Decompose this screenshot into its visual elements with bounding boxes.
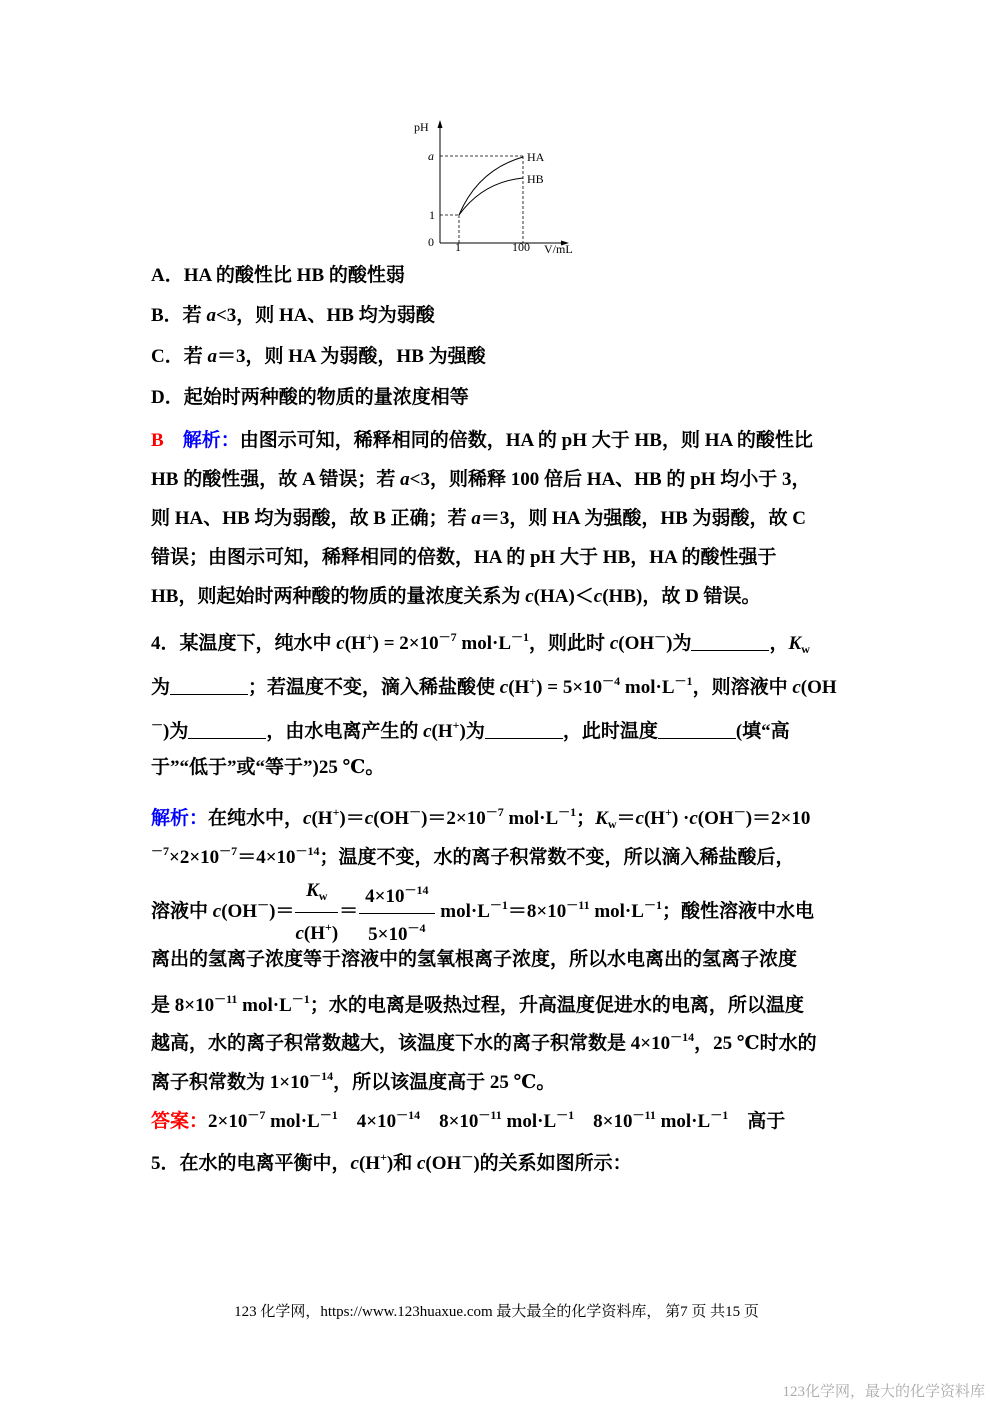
text-segment: 答案： <box>151 1111 209 1132</box>
text-line <box>151 1103 785 1134</box>
text-segment: c <box>416 1153 426 1174</box>
answer-blank <box>188 720 266 739</box>
text-segment: a <box>206 305 216 326</box>
text-segment: + <box>380 1150 387 1164</box>
text-segment: + <box>332 805 340 819</box>
text-segment: 4×10 <box>337 1111 397 1132</box>
text-segment: c <box>336 633 345 654</box>
text-segment: －4 <box>602 674 621 688</box>
text-segment: + <box>365 630 373 644</box>
text: w <box>318 889 328 903</box>
text-segment: ， <box>769 633 789 654</box>
text-segment: a <box>471 508 481 529</box>
text: ；酸性溶液中水电 <box>661 900 814 922</box>
text-segment: mol·L <box>501 1111 557 1132</box>
text-line <box>151 839 795 870</box>
text: c <box>212 900 222 922</box>
ph-dilution-chart <box>408 115 588 260</box>
text-segment: c <box>350 1153 359 1174</box>
text-line <box>151 948 797 972</box>
text-segment: c <box>423 721 432 742</box>
text-segment: 8×10 <box>574 1111 633 1132</box>
text-segment: －7 <box>151 844 170 858</box>
series-ha-curve <box>459 157 523 215</box>
text: －1 <box>643 897 662 912</box>
text: (H <box>303 923 325 944</box>
text-segment: )和 <box>386 1153 417 1174</box>
text: mol·L <box>435 900 490 922</box>
text-segment: －11 <box>632 1108 656 1122</box>
text-segment: (HB)，故 D 错误。 <box>602 586 761 607</box>
text: 5×10 <box>368 924 408 945</box>
text-segment: 在纯水中， <box>208 808 304 829</box>
text-line <box>151 800 810 836</box>
text-segment: mol·L <box>456 633 512 654</box>
text-segment: c <box>689 808 698 829</box>
text: － <box>257 897 270 912</box>
text-segment: (填“高 <box>735 721 790 742</box>
text-line <box>151 756 384 780</box>
fraction-line <box>151 878 814 947</box>
answer-blank <box>485 720 563 739</box>
text: －14 <box>404 883 429 897</box>
text-segment: ＝ <box>616 808 636 829</box>
text-segment: － <box>654 630 667 644</box>
text-segment: ，25 ℃时水的 <box>694 1033 817 1054</box>
text-segment: mol·L <box>237 995 292 1016</box>
text-segment: － <box>461 1150 474 1164</box>
x-tick-1: 1 <box>455 240 461 254</box>
text-segment: ) = 2×10 <box>372 633 439 654</box>
text-segment: a <box>400 469 410 490</box>
origin-label: 0 <box>428 235 434 249</box>
text-segment: c <box>593 586 603 607</box>
text-segment: c <box>525 586 534 607</box>
text-segment: (OH <box>618 633 655 654</box>
text-segment: －7 <box>485 805 504 819</box>
text-segment: ，由水电离产生的 <box>266 721 424 742</box>
text-segment: － <box>409 805 422 819</box>
text-segment: －14 <box>670 1030 695 1044</box>
text-line <box>151 345 486 369</box>
text: ) <box>331 923 339 944</box>
text-segment: A．HA 的酸性比 HB 的酸性弱 <box>151 265 405 286</box>
text-line <box>151 1064 555 1095</box>
text-segment: ) · <box>671 808 690 829</box>
text-segment: c <box>609 633 619 654</box>
text: K <box>306 880 319 901</box>
text-segment: ； <box>576 808 596 829</box>
text-segment: ，则溶液中 <box>692 677 793 698</box>
text-segment: －1 <box>319 1108 338 1122</box>
text-segment: ×2×10 <box>169 847 220 868</box>
text-segment: 8×10 <box>420 1111 479 1132</box>
text-segment: ＝4×10 <box>237 847 296 868</box>
text-segment: 则 HA、HB 均为弱酸，故 B 正确；若 <box>151 508 472 529</box>
text: ＝8×10 <box>507 900 567 922</box>
y-axis-arrow <box>438 120 443 128</box>
text-segment: －1 <box>511 630 530 644</box>
x-axis-label: V/mL <box>544 242 573 256</box>
text-segment: (H <box>358 1153 381 1174</box>
fraction-values <box>359 878 434 947</box>
text-segment: －14 <box>295 844 320 858</box>
text-segment: HB 的酸性强，故 A 错误；若 <box>151 469 401 490</box>
page-footer: 123 化学网，https://www.123huaxue.com 最大最全的化学资料库， 第7 页 共15 页 <box>234 1304 759 1320</box>
text-segment: )为 <box>666 633 692 654</box>
text-segment: －7 <box>219 844 238 858</box>
text-segment: B <box>151 430 164 451</box>
text-segment: －1 <box>556 1108 575 1122</box>
text-segment: 4．某温度下，纯水中 <box>151 633 337 654</box>
text-segment: 解析： <box>151 808 209 829</box>
text-segment: (H <box>508 677 530 698</box>
text-line <box>151 713 790 744</box>
text-segment: )为 <box>459 721 485 742</box>
text-segment: B．若 <box>151 305 207 326</box>
text-segment: －11 <box>214 992 238 1006</box>
text-line <box>151 585 761 609</box>
text-segment: 由图示可知，稀释相同的倍数，HA 的 pH 大于 HB，则 HA 的酸性比 <box>239 430 813 451</box>
text-line <box>151 1025 817 1056</box>
text-segment: C．若 <box>151 346 208 367</box>
text-segment: (H <box>643 808 666 829</box>
text-segment: D．起始时两种酸的物质的量浓度相等 <box>151 387 469 408</box>
text: －1 <box>489 897 508 912</box>
text-segment: －11 <box>478 1108 502 1122</box>
text-segment: c <box>635 808 644 829</box>
text: (OH <box>221 900 258 922</box>
y-tick-1: 1 <box>429 208 435 222</box>
text-segment: (H <box>431 721 453 742</box>
text-line <box>151 507 806 531</box>
text-segment: －14 <box>309 1069 334 1083</box>
text-segment: c <box>303 808 312 829</box>
text-segment: HB，则起始时两种酸的物质的量浓度关系为 <box>151 586 526 607</box>
text-line <box>151 625 810 661</box>
text-segment: c <box>364 808 374 829</box>
text: c <box>295 923 304 944</box>
text-segment: 解析： <box>163 430 240 451</box>
answer-blank <box>170 676 248 695</box>
text-segment: 是 8×10 <box>151 995 215 1016</box>
text-segment: mol·L <box>265 1111 320 1132</box>
text-segment: )＝ <box>339 808 365 829</box>
text-segment: 5．在水的电离平衡中， <box>151 1153 351 1174</box>
text-segment: ) = 5×10 <box>536 677 603 698</box>
text-segment: mol·L <box>503 808 559 829</box>
text-segment: － <box>733 805 746 819</box>
text-segment: 2×10 <box>208 1111 248 1132</box>
text-line <box>151 304 435 328</box>
text-segment: 于”“低于”或“等于”)25 ℃。 <box>151 757 385 778</box>
text-segment: (H <box>344 633 366 654</box>
text-segment: c <box>792 677 801 698</box>
legend-hb: HB <box>527 172 544 186</box>
answer-blank <box>658 720 736 739</box>
watermark: 123化学网，最大的化学资料库 <box>782 1384 985 1400</box>
text-segment: ＝3，则 HA 为强酸，HB 为弱酸，故 C <box>480 508 807 529</box>
text-segment: )＝2×10 <box>421 808 486 829</box>
text-segment: － <box>151 718 164 732</box>
text: ＝ <box>339 900 359 922</box>
text-line <box>151 669 837 700</box>
x-tick-100: 100 <box>512 240 530 254</box>
text-line <box>151 429 813 453</box>
y-axis-label: pH <box>414 120 429 134</box>
text-segment: )＝2×10 <box>745 808 811 829</box>
text-segment: －1 <box>710 1108 729 1122</box>
text: + <box>324 920 332 934</box>
text-segment: －1 <box>558 805 577 819</box>
text-segment: + <box>529 674 537 688</box>
text-segment: <3，则稀释 100 倍后 HA、HB 的 pH 均小于 3， <box>409 469 811 490</box>
text-segment: a <box>207 346 217 367</box>
text-line <box>151 546 776 570</box>
answer-blank <box>691 632 769 651</box>
text-segment: (OH <box>697 808 734 829</box>
text-segment: (H <box>311 808 333 829</box>
text-segment: )为 <box>163 721 189 742</box>
text-segment: 高于 <box>728 1111 786 1132</box>
text: －4 <box>407 921 426 935</box>
text-segment: ＝3，则 HA 为弱酸，HB 为强酸 <box>216 346 486 367</box>
text-segment: (OH <box>373 808 410 829</box>
text: mol·L <box>589 900 644 922</box>
text-segment: 为 <box>151 677 171 698</box>
text-segment: (OH <box>800 677 837 698</box>
text-segment: ；若温度不变，滴入稀盐酸使 <box>248 677 500 698</box>
text-segment: 离子积常数为 1×10 <box>151 1072 310 1093</box>
text-segment: 离出的氢离子浓度等于溶液中的氢氧根离子浓度，所以水电离出的氢离子浓度 <box>151 949 798 970</box>
text-segment: －7 <box>438 630 457 644</box>
text-segment: －1 <box>674 674 693 688</box>
text-segment: mol·L <box>620 677 675 698</box>
text-segment: K <box>595 808 608 829</box>
text-segment: －7 <box>247 1108 266 1122</box>
text-line <box>151 987 804 1018</box>
text-segment: w <box>607 817 617 831</box>
text-segment: (OH <box>425 1153 462 1174</box>
text-segment: K <box>788 633 802 654</box>
text-segment: (HA)＜ <box>533 586 594 607</box>
text-segment: <3，则 HA、HB 均为弱酸 <box>215 305 435 326</box>
text-segment: －14 <box>396 1108 421 1122</box>
y-tick-a: a <box>428 149 434 163</box>
text-segment: 越高，水的离子积常数越大，该温度下水的离子积常数是 4×10 <box>151 1033 671 1054</box>
text: 4×10 <box>365 886 405 907</box>
text-line <box>151 264 405 288</box>
fraction-kw-over-h <box>295 879 338 946</box>
text-segment: mol·L <box>655 1111 711 1132</box>
text-segment: ；温度不变，水的离子积常数不变，所以滴入稀盐酸后， <box>319 847 795 868</box>
text-segment: ，则此时 <box>529 633 610 654</box>
text: )＝ <box>269 900 295 922</box>
text-line <box>151 468 811 492</box>
text-segment: + <box>452 718 460 732</box>
text: 溶液中 <box>151 900 213 922</box>
text-segment: + <box>665 805 672 819</box>
text-segment: w <box>801 642 810 656</box>
text-segment: ，此时温度 <box>562 721 658 742</box>
text: －11 <box>566 897 590 912</box>
text-segment: ；水的电离是吸热过程，升高温度促进水的电离，所以温度 <box>309 995 804 1016</box>
text-segment: )的关系如图所示： <box>473 1153 632 1174</box>
text-segment: 错误；由图示可知，稀释相同的倍数，HA 的 pH 大于 HB，HA 的酸性强于 <box>151 547 777 568</box>
text-line <box>151 1145 632 1176</box>
text-segment: c <box>499 677 509 698</box>
legend-ha: HA <box>527 150 545 164</box>
text-segment: －1 <box>291 992 310 1006</box>
text-line <box>151 386 469 410</box>
text-segment: ，所以该温度高于 25 ℃。 <box>333 1072 556 1093</box>
